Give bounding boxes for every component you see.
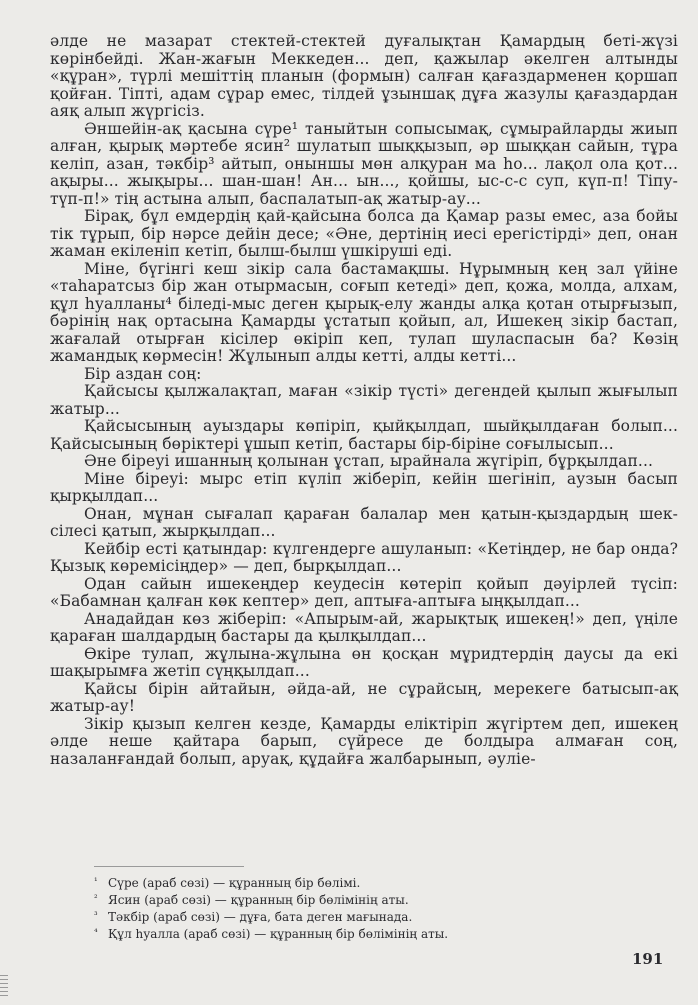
footnote bbox=[94, 925, 654, 942]
paragraph: Қайсы бірін айтайын, әйда-ай, не сұрайсың, мерекеге батысып-ақ жатыр-ау! bbox=[50, 679, 678, 715]
paragraph: Өкіре тулап, жұлына-жұлына өн қосқан мұридтердің даусы да екі шақырымға жетіп сүңқылдап... bbox=[50, 644, 678, 680]
footnote-text: Құл һуалла (араб сөзі) — құранның бір бөлімінің аты. bbox=[108, 927, 449, 941]
paragraph: Міне, бүгінгі кеш зікір сала бастамақшы. Нұрымның кең зал үйіне «таһаратсыз бір жан отырмасын, соғып кетеді» деп, қожа, молда, алхам, құл һуалланы⁴ біледі-мыс деген қырық-елу жанды алқа қотан отырғызып, бәрінің нақ ортасына Қамарды ұстатып қойып, ал, Ишекең зікір бастап, жағалай отырған кісілер өкіріп кеп, тулап шуласпасын ба? Көзің жамандық көрмесін! Жұлынып алды кетті, алды кетті... bbox=[50, 259, 678, 365]
footnote-mark: ² bbox=[94, 894, 98, 904]
footnote-divider bbox=[94, 866, 244, 867]
paragraph: Анадайдан көз жіберіп: «Апырым-ай, жарықтық ишекең!» деп, үңіле қараған шалдардың бастары да қылқылдап... bbox=[50, 609, 678, 645]
footnote-text: Сүре (араб сөзі) — құранның бір бөлімі. bbox=[108, 876, 361, 890]
margin-ticks bbox=[0, 975, 8, 999]
page-number: 191 bbox=[632, 950, 664, 968]
paragraph: Кейбір есті қатындар: күлгендерге ашуланып: «Кетіңдер, не бар онда? Қызық көремісіңдер» — деп, бырқылдап... bbox=[50, 539, 678, 575]
footnote-mark: ⁴ bbox=[94, 928, 98, 938]
footnotes bbox=[94, 874, 654, 942]
footnote-mark: ¹ bbox=[94, 877, 98, 887]
main-text bbox=[50, 33, 678, 768]
paragraph: Онан, мұнан сығалап қараған балалар мен қатын-қыздардың шек-сілесі қатып, жырқылдап... bbox=[50, 504, 678, 540]
footnote bbox=[94, 891, 654, 908]
paragraph: әлде не мазарат стектей-стектей дуғалықтан Қамардың беті-жүзі көрінбейді. Жан-жағын Меккеден... деп, қажылар әкелген алтынды «құран», түрлі мешіттің планын (формын) салған қағаздарменен қоршап қойған. Тіпті, адам сұрар емес, тілдей ұзыншақ дұға жазулы қағаздардан аяқ алып жүргісіз. bbox=[50, 32, 678, 120]
paragraph: Бірақ, бұл емдердің қай-қайсына болса да Қамар разы емес, аза бойы тік тұрып, бір нәрсе дейін десе; «Әне, дертінің иесі ерегістірді» деп, онан жаман екіленіп кетіп, былш-былш үшкіруші еді. bbox=[50, 207, 678, 260]
paragraph: Одан сайын ишекеңдер кеудесін көтеріп қойып дәуірлей түсіп: «Бабамнан қалған көк кептер» деп, аптыға-аптыға ыңқылдап... bbox=[50, 574, 678, 610]
footnote-text: Тәкбір (араб сөзі) — дұға, бата деген мағынада. bbox=[108, 910, 413, 924]
footnote bbox=[94, 874, 654, 891]
paragraph: Зікір қызып келген кезде, Қамарды еліктіріп жүгіртем деп, ишекең әлде неше қайтара барып, сүйресе де болдыра алмаған соң, назаланғандай болып, аруақ, құдайға жалбарынып, әуліе- bbox=[50, 714, 678, 768]
footnote-mark: ³ bbox=[94, 911, 98, 921]
paragraph: Бір аздан соң: bbox=[84, 364, 202, 383]
paragraph: Міне біреуі: мырс етіп күліп жіберіп, кейін шегініп, аузын басып қырқылдап... bbox=[50, 469, 678, 505]
paragraph: Қайсысы қылжалақтап, маған «зікір түсті» дегендей қылып жығылып жатыр... bbox=[50, 382, 678, 418]
paragraph: Әне біреуі ишанның қолынан ұстап, ырайнала жүгіріп, бұрқылдап... bbox=[84, 452, 654, 470]
paragraph: Қайсысының ауыздары көпіріп, қыйқылдап, шыйқылдаған болып... Қайсысының бөріктері ұшып кетіп, бастары бір-біріне соғылысып... bbox=[50, 417, 678, 453]
footnote-text: Ясин (араб сөзі) — құранның бір бөлімінің аты. bbox=[108, 893, 409, 907]
footnote bbox=[94, 908, 654, 925]
paragraph: Әншейін-ақ қасына сүре¹ таныйтын сопысымақ, сұмырайларды жиып алған, қырық мәртебе ясин² шулатып шыққызып, әр шыққан сайын, тұра келіп, азан, тәкбір³ айтып, оныншы мөн алқуран ма hо... лақол ола қот... ақыры... жықыры... шан-шан! Ан... ын..., қойшы, ыс-с-с суп, күп-п! Тіпу-түп-п!» тің астына алып, баспалатып-ақ жатыр-ау... bbox=[50, 119, 678, 208]
